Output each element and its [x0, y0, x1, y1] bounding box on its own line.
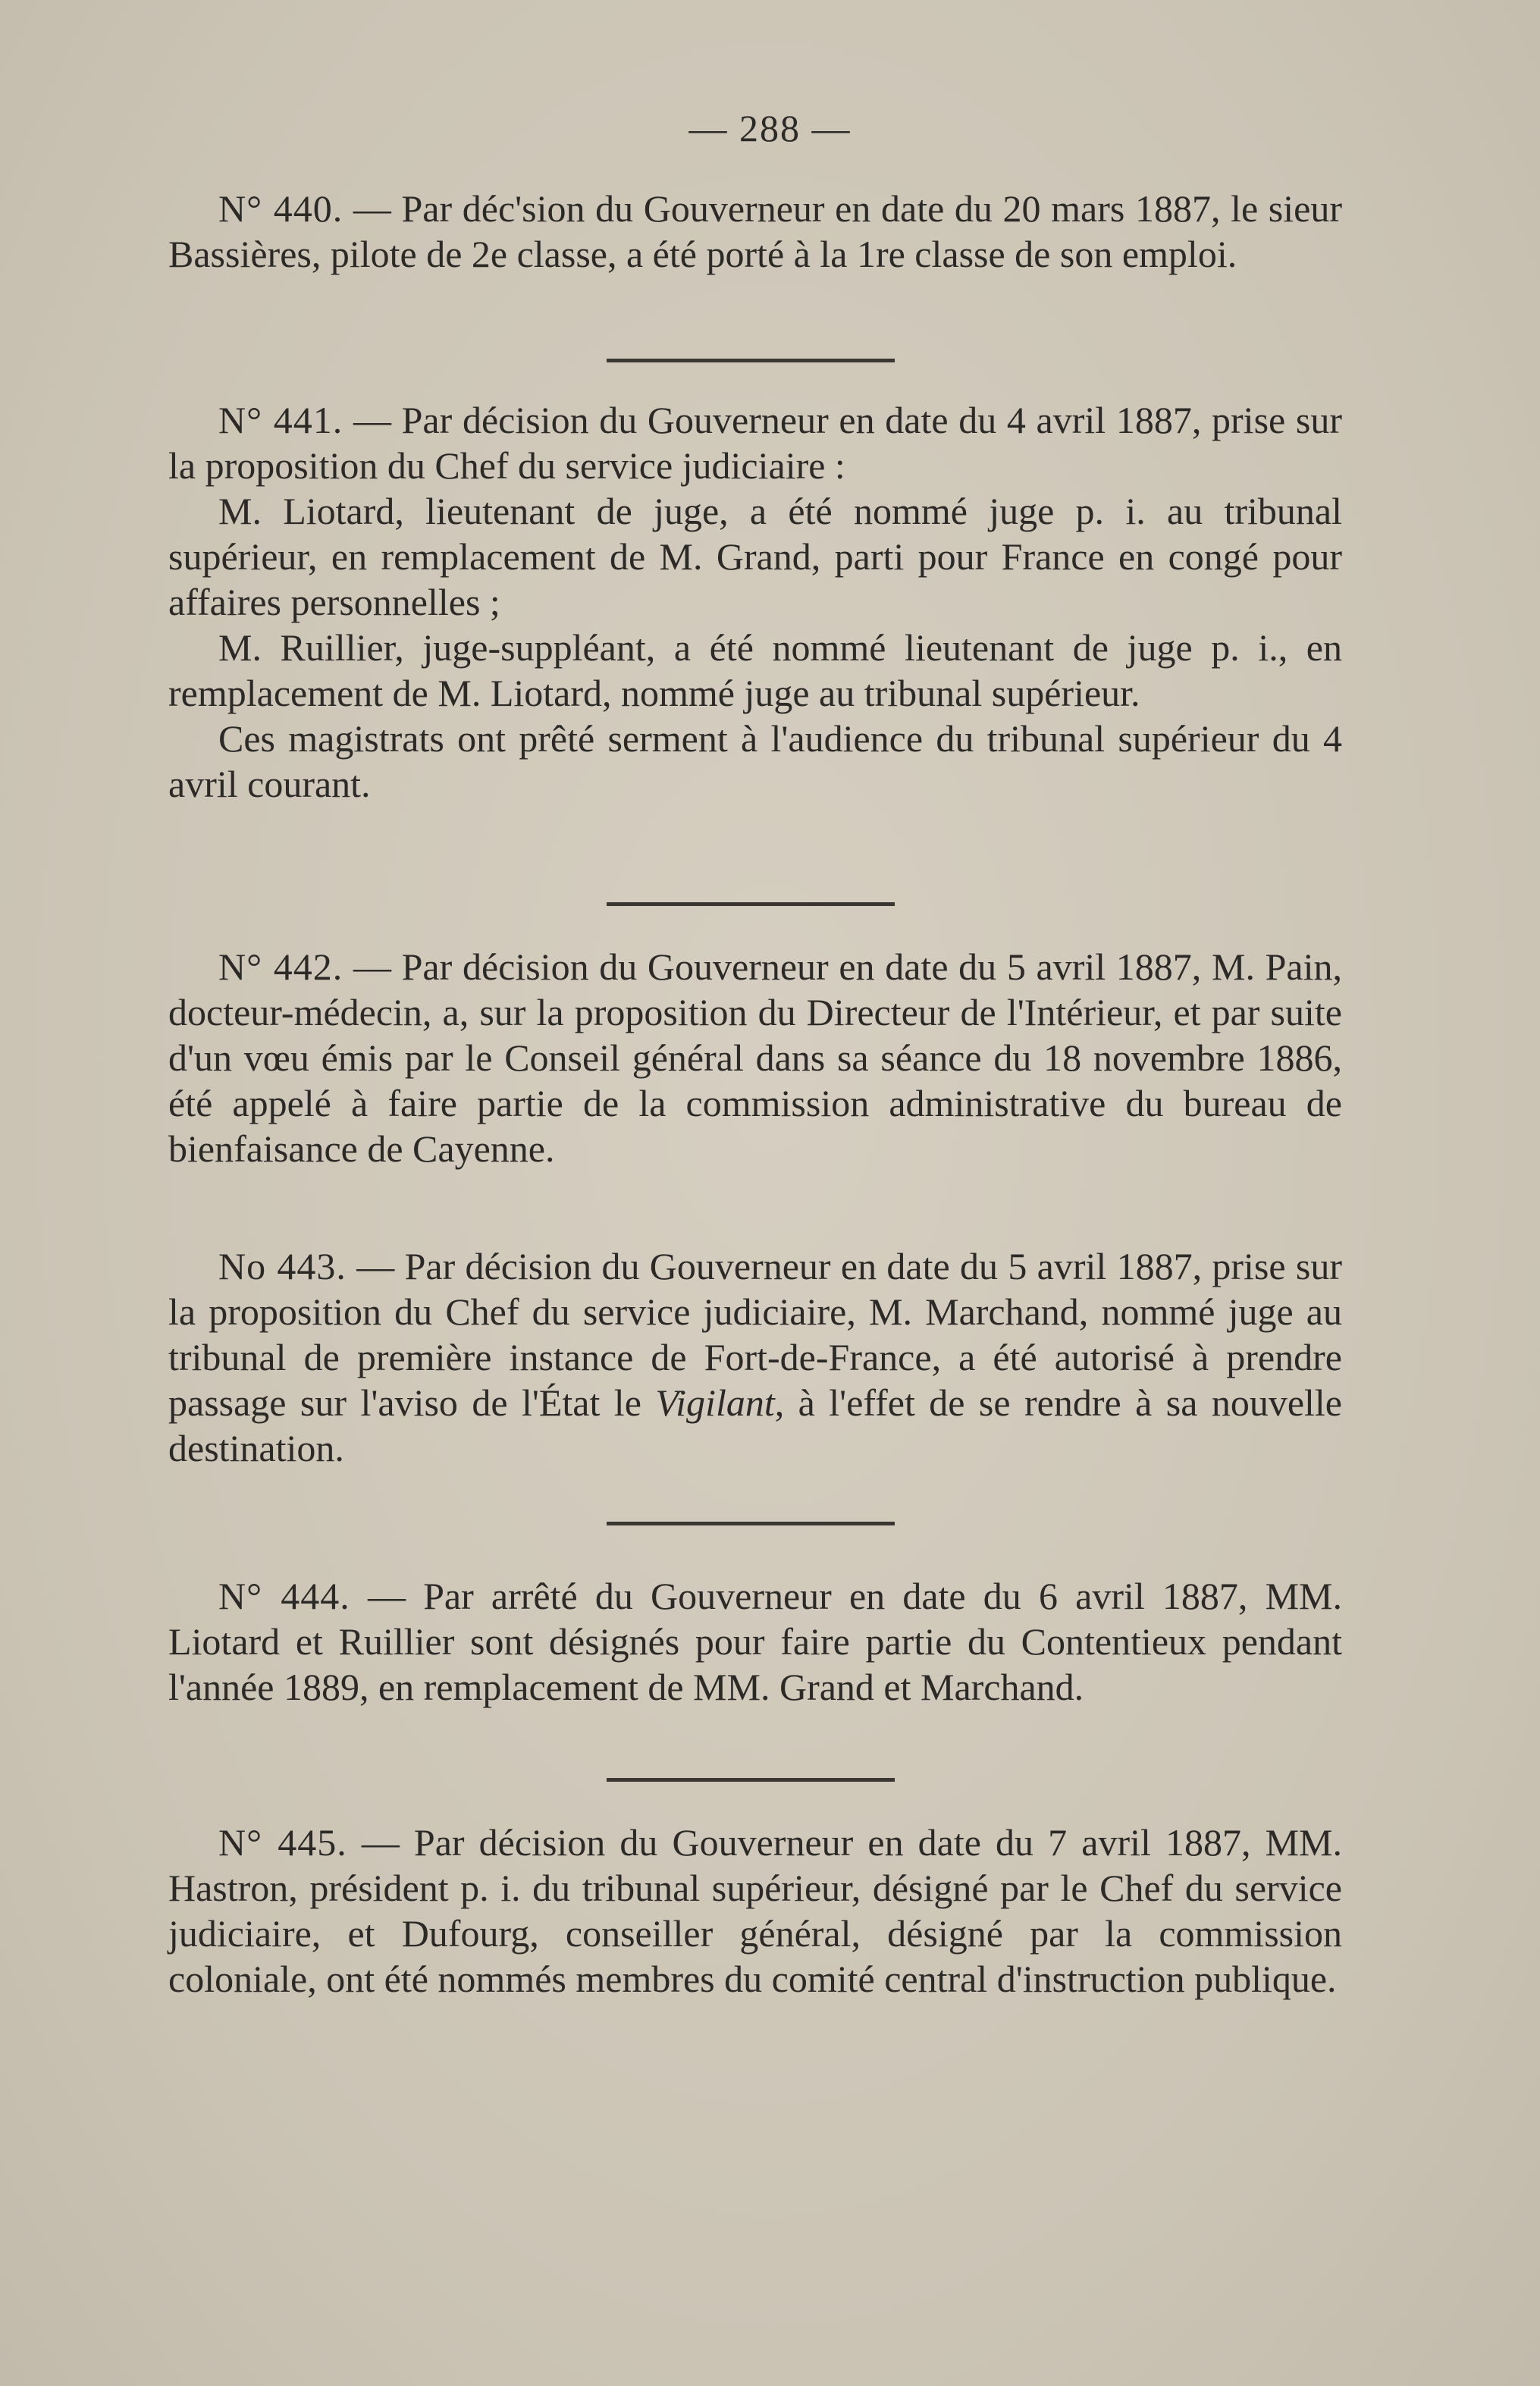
entry-text: — Par décision du Gouverneur en date du 5 avril 1887, M. Pain, docteur-médecin, a, sur la proposition du Directeur de l'Intérieur, et par suite d'un vœu émis par le Conseil général dans sa séance du 18 novembre 1886, été appelé à faire partie de la commission administrative du bureau de bienfaisance de Cayenne.	[168, 945, 1343, 1170]
entry-number: N° 440.	[218, 187, 343, 230]
entry-paragraph	[168, 944, 1342, 1171]
entry-paragraph: M. Liotard, lieutenant de juge, a été nommé juge p. i. au tribunal supérieur, en remplacement de M. Grand, parti pour France en congé pour affaires personnelles ;	[168, 490, 1342, 623]
separator-rule	[607, 359, 895, 362]
separator-rule	[607, 1778, 895, 1782]
entry-443	[168, 1243, 1342, 1471]
entry-text: — Par décision du Gouverneur en date du 4 avril 1887, prise sur la proposition du Chef du service judiciaire :	[168, 399, 1342, 487]
entry-paragraph	[168, 1820, 1342, 2002]
entry-number: No 443.	[218, 1245, 347, 1287]
entry-text-tail: , à l'effet de se rendre à sa nouvelle destination.	[168, 1381, 1342, 1469]
entry-440	[168, 186, 1342, 277]
entry-text: — Par déc'sion du Gouverneur en date du 20 mars 1887, le sieur Bassières, pilote de 2e classe, a été porté à la 1re classe de son emploi.	[168, 187, 1342, 275]
entry-paragraph: Ces magistrats ont prêté serment à l'audience du tribunal supérieur du 4 avril courant.	[168, 717, 1342, 805]
entry-445	[168, 1820, 1342, 2002]
entry-text: — Par arrêté du Gouverneur en date du 6 avril 1887, MM. Liotard et Ruillier sont désignés pour faire partie du Contentieux pendant l'année 1889, en remplacement de MM. Grand et Marchand.	[168, 1575, 1342, 1708]
entry-paragraph	[168, 186, 1342, 277]
page-number: — 288 —	[688, 107, 852, 149]
entry-text: — Par décision du Gouverneur en date du 5 avril 1887, prise sur la proposition du Chef du service judiciaire, M. Marchand, nommé juge au tribunal de première instance de Fort-de-France, a été autorisé à prendre passage sur l'aviso de l'État le	[168, 1245, 1343, 1424]
entry-number: N° 445.	[218, 1821, 347, 1864]
separator-rule	[607, 1522, 895, 1525]
entry-441	[168, 397, 1342, 807]
entry-paragraph	[168, 1243, 1342, 1471]
entry-444	[168, 1573, 1342, 1710]
entry-paragraph: M. Ruillier, juge-suppléant, a été nommé lieutenant de juge p. i., en remplacement de M. Liotard, nommé juge au tribunal supérieur.	[168, 626, 1342, 714]
entry-442	[168, 944, 1342, 1171]
entry-number: N° 442.	[218, 945, 343, 988]
entry-number: N° 444.	[218, 1575, 350, 1617]
entry-number: N° 441.	[218, 399, 343, 441]
entry-paragraph	[168, 397, 1342, 488]
ship-name: Vigilant	[655, 1381, 775, 1424]
entry-paragraph	[168, 1573, 1342, 1710]
separator-rule	[607, 902, 895, 906]
entry-text: — Par décision du Gouverneur en date du 7 avril 1887, MM. Hastron, président p. i. du tribunal supérieur, désigné par le Chef du service judiciaire, et Dufourg, conseiller général, désigné par la commission coloniale, ont été nommés membres du comité central d'instruction publique.	[168, 1821, 1342, 2000]
